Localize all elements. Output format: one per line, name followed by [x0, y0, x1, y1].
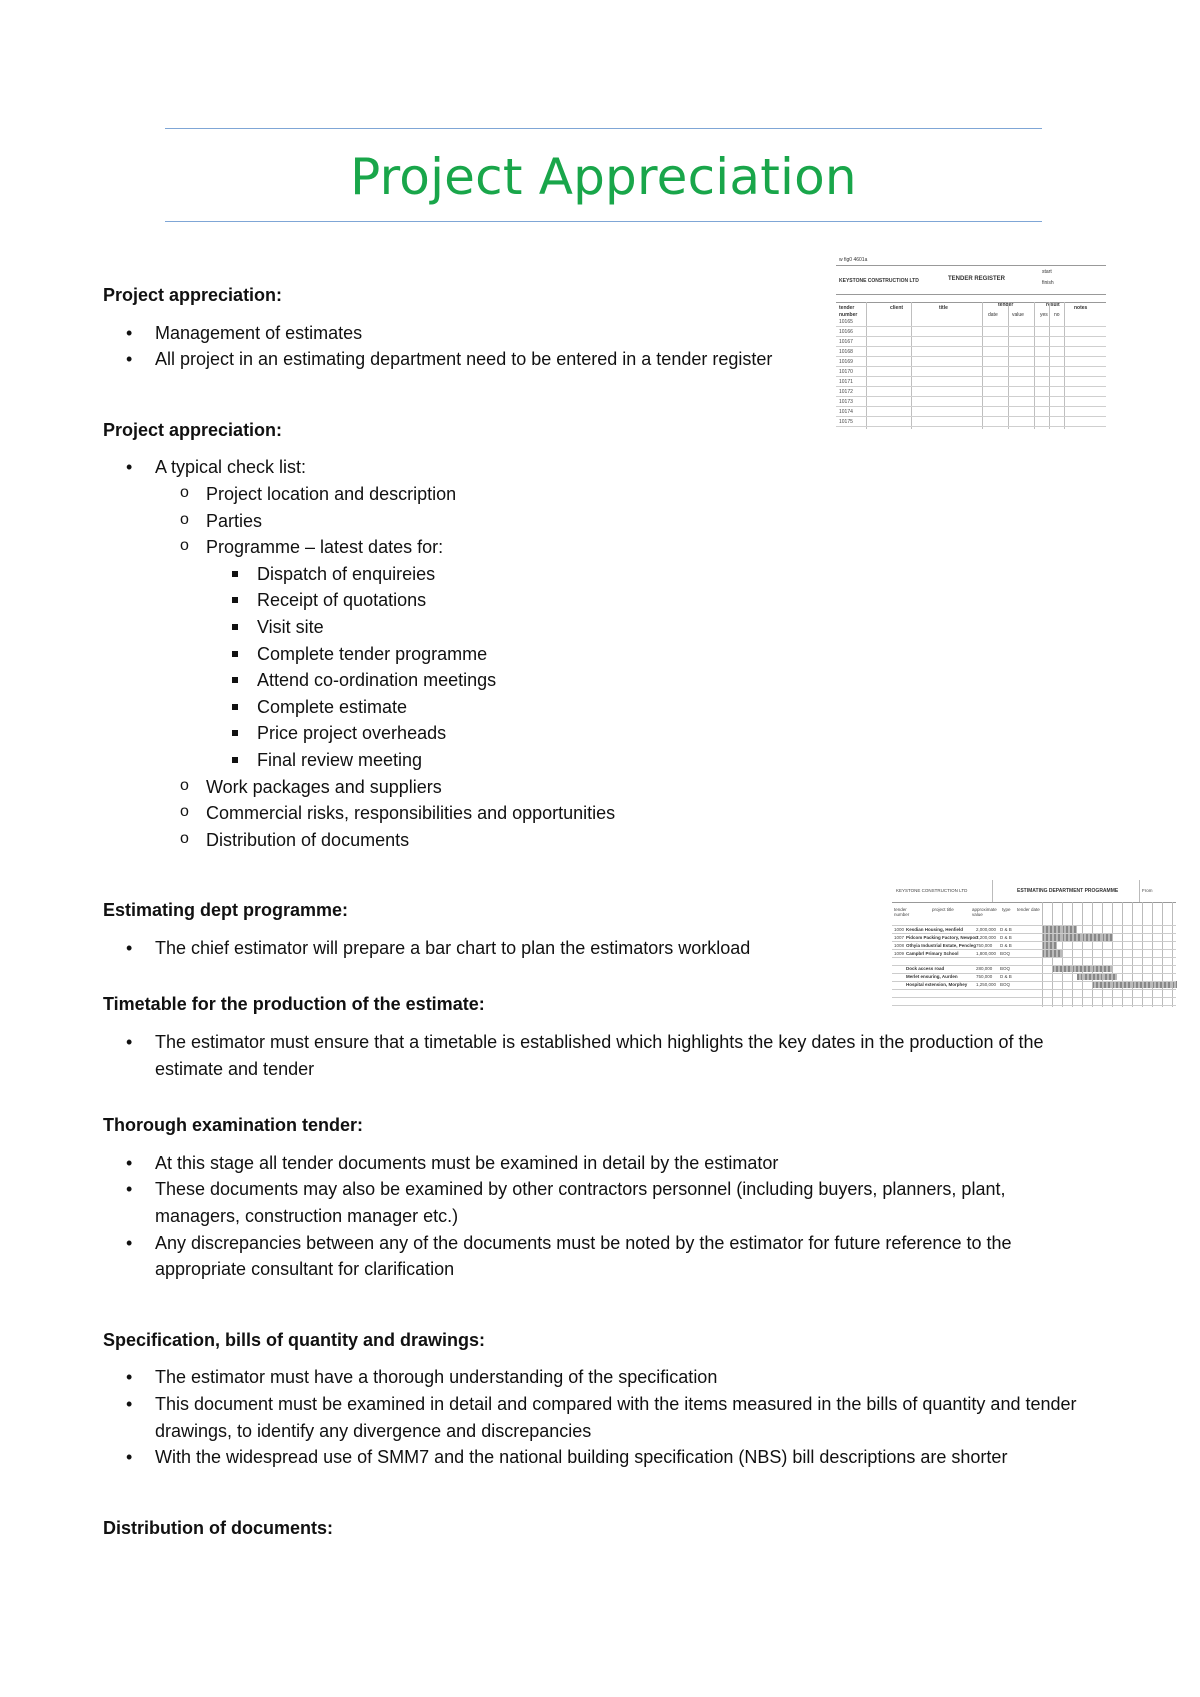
programme-cell-title: Hospital extension, Morphey — [906, 982, 968, 987]
programme-bar — [1092, 981, 1177, 988]
sub-list-item: o Distribution of documents — [103, 827, 1103, 854]
list-item: • The chief estimator will prepare a bar chart to plan the estimators workload — [103, 935, 1103, 962]
programme-item: Final review meeting — [103, 747, 1103, 774]
sub-list-item-text: Programme – latest dates for: — [206, 537, 444, 558]
programme-item: Receipt of quotations — [103, 587, 1103, 614]
programme-cell-title: Campbrl Primary School — [906, 951, 959, 956]
col-result: result — [1046, 302, 1060, 308]
prog-col-title: project title — [932, 907, 954, 912]
programme-item: Attend co-ordination meetings — [103, 667, 1103, 694]
top-rule — [165, 128, 1042, 129]
subcol-no: no — [1054, 312, 1060, 318]
programme-cell-type: D & B — [1000, 974, 1012, 979]
col-tender: tender — [998, 302, 1014, 308]
list-item — [103, 454, 1103, 853]
programme-grid-col — [1112, 902, 1113, 1007]
register-row-number: 10168 — [839, 349, 853, 355]
programme-cell-value: 750,000 — [976, 943, 993, 948]
programme-item: Dispatch of enquireies — [103, 561, 1103, 588]
figure-label: w fig0 4601a — [839, 257, 868, 263]
programme-item: Complete tender programme — [103, 641, 1103, 668]
programme-cell-type: BOQ — [1000, 982, 1011, 987]
subcol-date: date — [988, 312, 998, 318]
section-heading: Thorough examination tender: — [103, 1115, 364, 1136]
sub-list-item: o Work packages and suppliers — [103, 774, 1103, 801]
register-title: TENDER REGISTER — [948, 276, 1006, 282]
col-tender-number: tender number — [839, 305, 858, 318]
programme-company: KEYSTONE CONSTRUCTION LTD — [896, 888, 968, 893]
header-divider — [1139, 880, 1140, 902]
prog-col-date: tender date — [1017, 907, 1040, 912]
sub-list-item: o Parties — [103, 508, 1103, 535]
list-item: • At this stage all tender documents must be examined in detail by the estimator — [103, 1150, 1063, 1177]
section-heading: Timetable for the production of the estimate: — [103, 994, 485, 1015]
register-row-number: 10171 — [839, 379, 853, 385]
title-underline-rule — [165, 221, 1042, 222]
programme-grid-col — [1172, 902, 1173, 1007]
section-heading: Specification, bills of quantity and drawings: — [103, 1329, 486, 1350]
programme-cell-type: BOQ — [1000, 966, 1011, 971]
page-title: Project Appreciation — [350, 148, 857, 206]
programme-cell-value: 1,800,000 — [976, 951, 997, 956]
register-row-number: 10174 — [839, 409, 853, 415]
programme-grid-col — [1162, 902, 1163, 1007]
programme-grid-col — [1132, 902, 1133, 1007]
section-heading: Estimating dept programme: — [103, 900, 349, 921]
programme-cell-type: D & B — [1000, 943, 1012, 948]
register-row-number: 10167 — [839, 339, 853, 345]
prog-col-value: approximate value — [972, 907, 997, 917]
bullet-list — [103, 1364, 1083, 1470]
section-heading: Project appreciation: — [103, 419, 283, 440]
bullet-list — [103, 454, 1103, 853]
programme-item: Price project overheads — [103, 720, 1103, 747]
register-row-number: 10172 — [839, 389, 853, 395]
col-notes: notes — [1074, 305, 1088, 311]
programme-cell-no: 1009 — [894, 951, 905, 956]
programme-cell-title: Dock access road — [906, 966, 945, 971]
programme-from-label: From — [1142, 888, 1153, 893]
list-item: • This document must be examined in detail and compared with the items measured in the bills of quantity and tender drawings, to identify any divergence and discrepancies — [103, 1391, 1083, 1444]
programme-cell-value: 750,000 — [976, 974, 993, 979]
subcol-yes: yes — [1040, 312, 1048, 318]
programme-title: ESTIMATING DEPARTMENT PROGRAMME — [1017, 888, 1119, 894]
programme-cell-no: 1000 — [894, 927, 905, 932]
bullet-list — [103, 320, 1103, 373]
list-item: • Any discrepancies between any of the documents must be noted by the estimator for future reference to the appropriate consultant for clarification — [103, 1230, 1063, 1283]
prog-col-number: tender number — [894, 907, 910, 917]
programme-item: Visit site — [103, 614, 1103, 641]
sub-list-item: o Commercial risks, responsibilities and opportunities — [103, 800, 1103, 827]
programme-grid-col — [1122, 902, 1123, 1007]
programme-cell-no: 1007 — [894, 935, 905, 940]
bullet-list — [103, 1150, 1063, 1283]
programme-cell-type: BOQ — [1000, 951, 1011, 956]
programme-cell-title: Kesdian Housing, Henfield — [906, 927, 964, 932]
company-name: KEYSTONE CONSTRUCTION LTD — [839, 278, 919, 284]
register-row-number: 10175 — [839, 419, 853, 425]
sub-list — [155, 481, 1103, 853]
programme-item: Complete estimate — [103, 694, 1103, 721]
programme-cell-title: Pidcom Packing Factory, Newport — [906, 935, 979, 940]
programme-grid-col — [1142, 902, 1143, 1007]
list-item: • All project in an estimating department need to be entered in a tender register — [103, 346, 1103, 373]
subcol-value: value — [1012, 312, 1024, 318]
document-body — [103, 282, 1103, 1541]
programme-cell-title: Merlet ensuring, Aurden — [906, 974, 958, 979]
finish-label: finish — [1042, 280, 1054, 286]
programme-cell-value: 2,000,000 — [976, 927, 997, 932]
programme-grid-col — [1152, 902, 1153, 1007]
programme-cell-value: 280,000 — [976, 966, 993, 971]
list-item-text: A typical check list: — [155, 457, 307, 478]
sub-list-item — [103, 534, 1103, 773]
register-row-number: 10166 — [839, 329, 853, 335]
list-item: • These documents may also be examined by other contractors personnel (including buyers, planners, plant, managers, construction manager etc.) — [103, 1176, 1063, 1229]
register-row-number: 10165 — [839, 319, 853, 325]
col-client: client — [890, 305, 904, 311]
section-heading: Distribution of documents: — [103, 1517, 333, 1538]
start-label: start — [1042, 269, 1052, 275]
register-row-number: 10169 — [839, 359, 853, 365]
bullet-list — [103, 935, 1103, 962]
register-row-number: 10173 — [839, 399, 853, 405]
bullet-list — [103, 1029, 1093, 1082]
programme-cell-no: 1008 — [894, 943, 905, 948]
register-row-number: 10170 — [839, 369, 853, 375]
programme-cell-title: Othyia Industrial Estate, Pencleg — [906, 943, 977, 948]
programme-cell-value: 1,250,000 — [976, 982, 997, 987]
list-item: • With the widespread use of SMM7 and the national building specification (NBS) bill descriptions are shorter — [103, 1444, 1083, 1471]
list-item: • Management of estimates — [103, 320, 1103, 347]
prog-col-type: type — [1002, 907, 1011, 912]
sub-list-item: o Project location and description — [103, 481, 1103, 508]
programme-cell-value: 2,200,000 — [976, 935, 997, 940]
programme-cell-type: D & B — [1000, 935, 1012, 940]
col-title: title — [939, 305, 948, 311]
list-item: • The estimator must ensure that a timetable is established which highlights the key dates in the production of the estimate and tender — [103, 1029, 1093, 1082]
programme-list — [206, 561, 1103, 774]
section-heading: Project appreciation: — [103, 285, 283, 305]
programme-cell-type: D & B — [1000, 927, 1012, 932]
list-item: • The estimator must have a thorough understanding of the specification — [103, 1364, 1083, 1391]
